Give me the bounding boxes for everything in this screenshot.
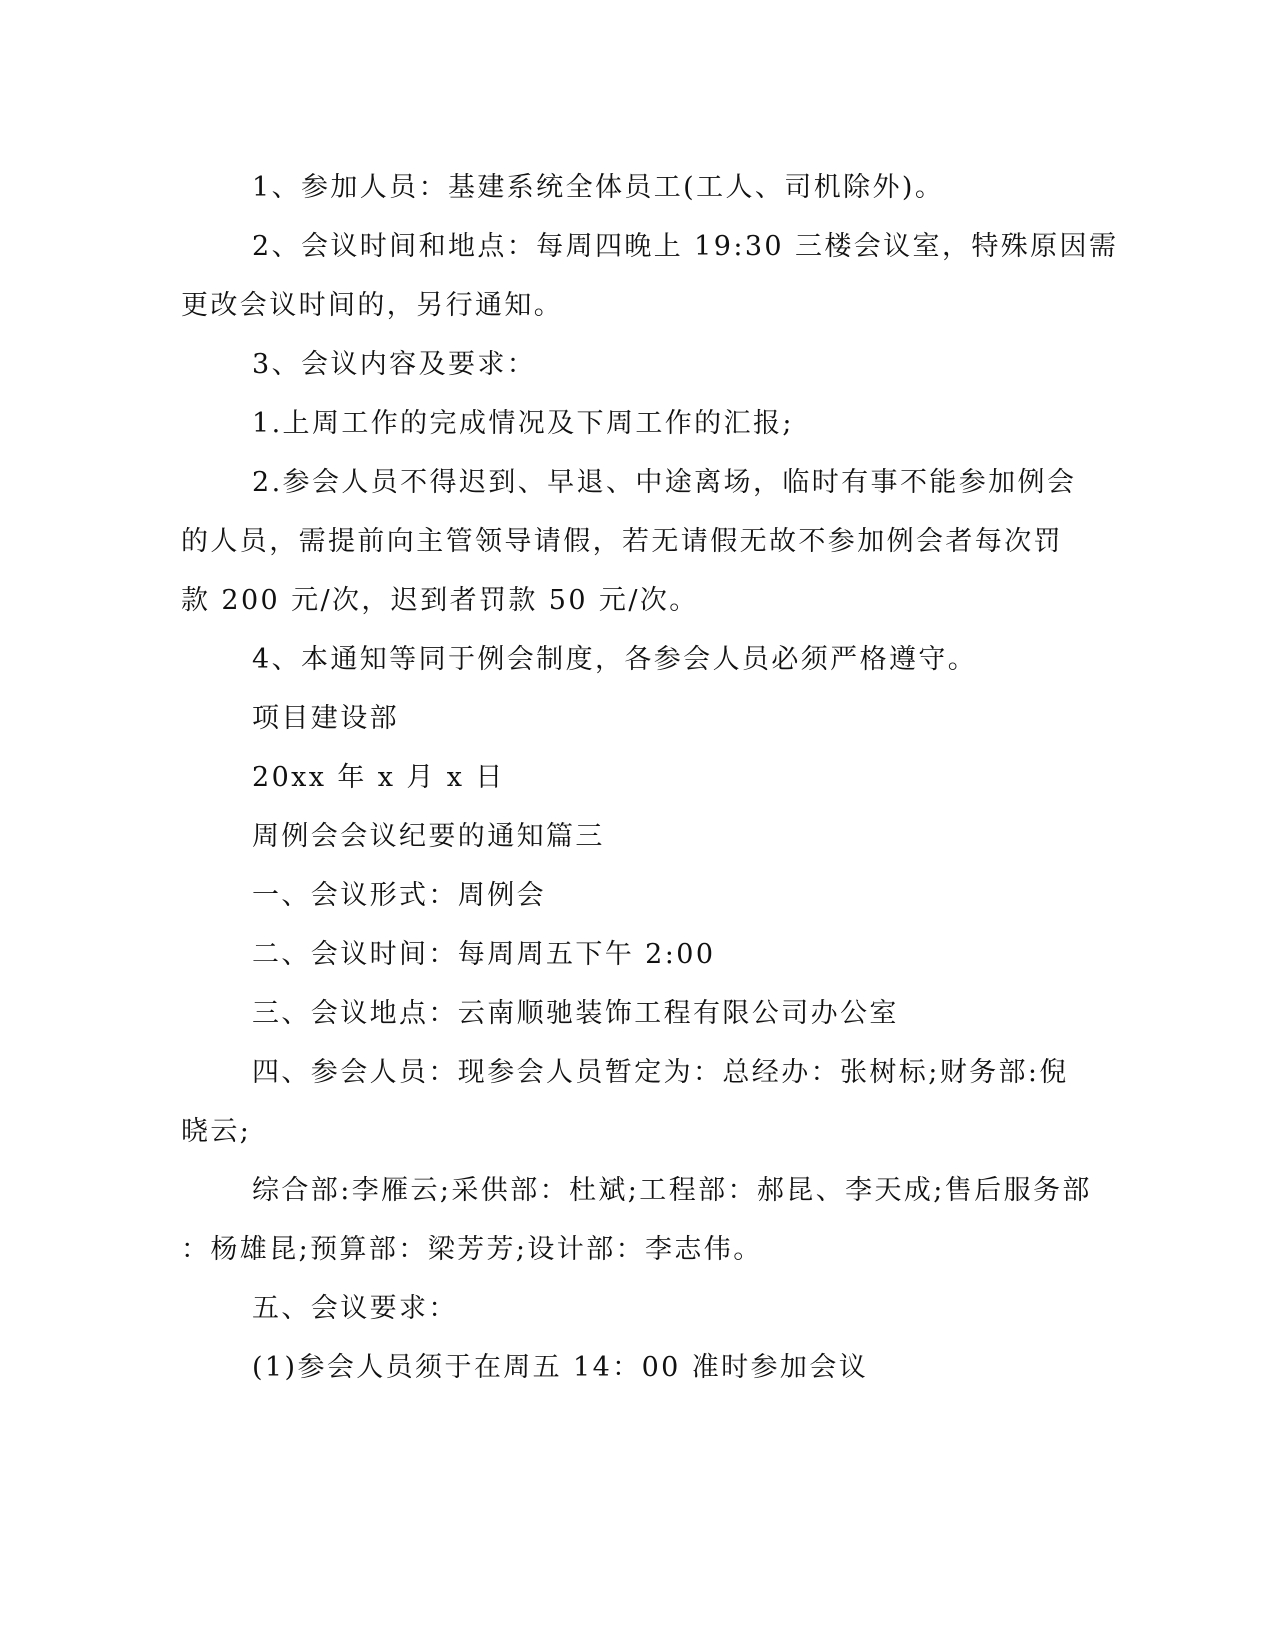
paragraph-meeting-time: 二、会议时间：每周周五下午 2:00 bbox=[252, 939, 716, 970]
paragraph-meeting-location: 三、会议地点：云南顺驰装饰工程有限公司办公室 bbox=[252, 998, 899, 1029]
paragraph-attendees-departments: 综合部:李雁云;采供部：杜斌;工程部：郝昆、李天成;售后服务部 bbox=[252, 1175, 1092, 1206]
section-title: 周例会会议纪要的通知篇三 bbox=[252, 821, 605, 852]
paragraph-content-heading: 3、会议内容及要求： bbox=[252, 349, 537, 380]
paragraph-meeting-form: 一、会议形式：周例会 bbox=[252, 880, 546, 911]
paragraph-time-location-cont: 更改会议时间的，另行通知。 bbox=[181, 290, 564, 321]
paragraph-item-attendance: 2.参会人员不得迟到、早退、中途离场，临时有事不能参加例会 bbox=[252, 467, 1077, 498]
paragraph-participants: 1、参加人员：基建系统全体员工(工人、司机除外)。 bbox=[252, 172, 945, 203]
paragraph-item-report: 1.上周工作的完成情况及下周工作的汇报; bbox=[252, 408, 794, 439]
paragraph-requirement-1: (1)参会人员须于在周五 14：00 准时参加会议 bbox=[252, 1352, 869, 1383]
paragraph-attendees-cont: 晓云; bbox=[181, 1116, 252, 1147]
paragraph-item-attendance-cont-2: 款 200 元/次，迟到者罚款 50 元/次。 bbox=[181, 585, 699, 616]
signature-department: 项目建设部 bbox=[252, 703, 399, 734]
paragraph-item-attendance-cont-1: 的人员，需提前向主管领导请假，若无请假无故不参加例会者每次罚 bbox=[181, 526, 1063, 557]
document-body bbox=[181, 158, 1119, 1397]
paragraph-time-location: 2、会议时间和地点：每周四晚上 19:30 三楼会议室，特殊原因需 bbox=[252, 231, 1119, 262]
paragraph-attendees-departments-cont: ：杨雄昆;预算部：梁芳芳;设计部：李志伟。 bbox=[181, 1234, 763, 1265]
signature-date: 20xx 年 x 月 x 日 bbox=[252, 762, 505, 793]
paragraph-notice-rule: 4、本通知等同于例会制度，各参会人员必须严格遵守。 bbox=[252, 644, 978, 675]
paragraph-requirements-heading: 五、会议要求： bbox=[252, 1293, 458, 1324]
paragraph-attendees: 四、参会人员：现参会人员暂定为：总经办：张树标;财务部:倪 bbox=[252, 1057, 1069, 1088]
